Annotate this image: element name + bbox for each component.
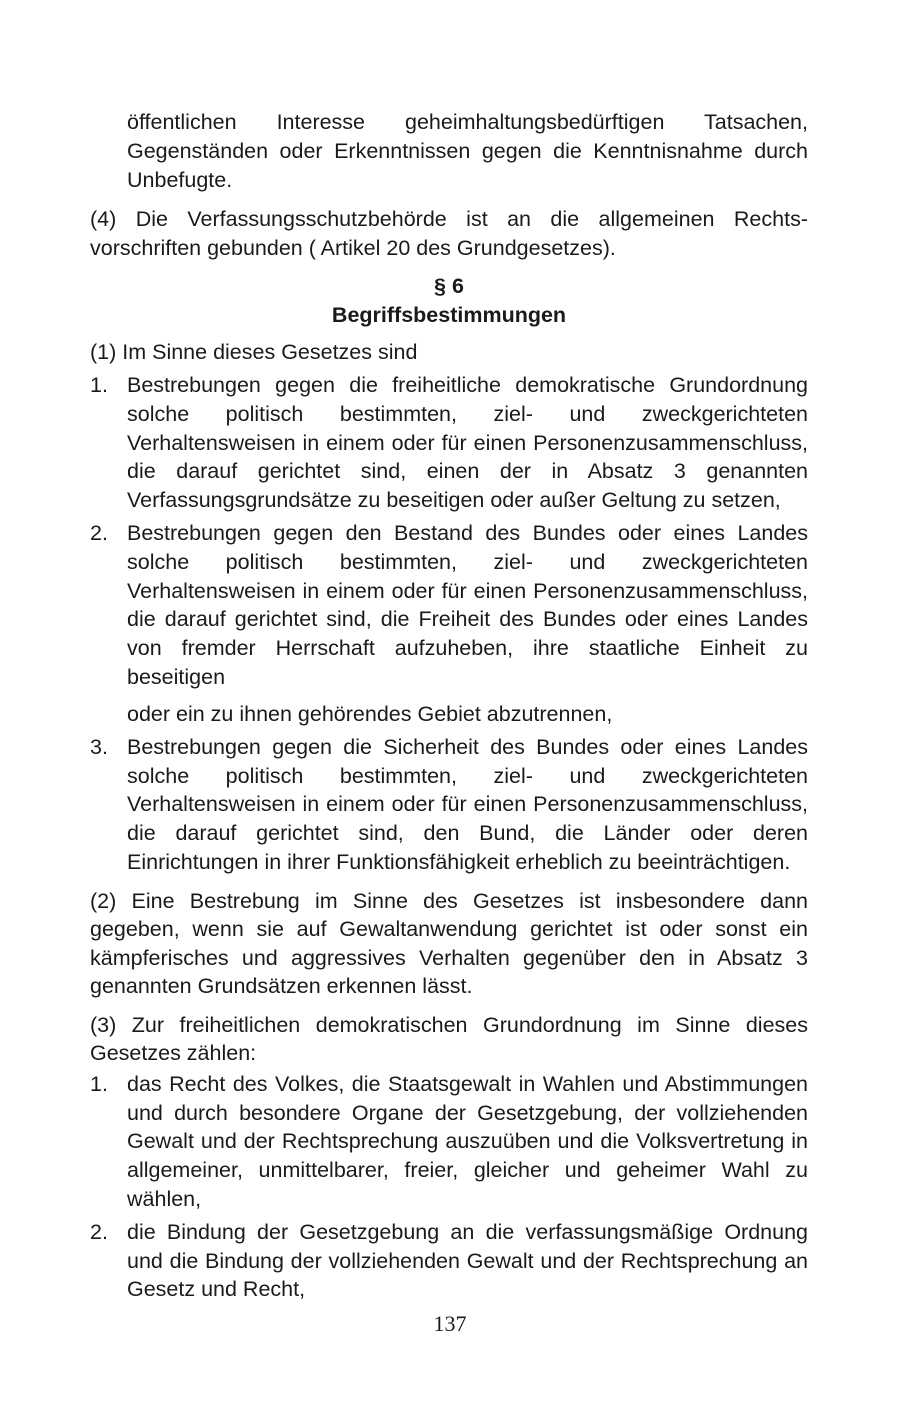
continuation-paragraph: öffentlichen Interesse geheimhaltungsbedürftigen Tatsachen, Gegenständen oder Erkenntnissen gegen die Kenntnisnahme durch Unbefugte. [127,110,808,192]
list-item-text: die Bindung der Gesetzgebung an die verfassungsmäßige Ordnung und die Bindung der vollziehenden Gewalt und der Rechtsprechung an Gesetz und Recht, [127,1219,808,1302]
section-title: Begriffsbestimmungen [331,303,567,327]
page-content [90,108,808,1304]
list-item-number: 3. [90,734,108,759]
paragraph-4: (4) Die Verfassungsschutzbehörde ist an die allgemeinen Rechtsvorschriften gebunden ( Artikel 20 des Grundgesetzes). [90,207,808,260]
list-item-number: 1. [90,1071,108,1096]
list-item [90,1218,808,1304]
list-item-text: Bestrebungen gegen den Bestand des Bundes oder eines Landes solche politisch bestimmten, ziel- und zweckgerichteten Verhaltensweisen in einem oder für einen Personenzusammenschluss, die darauf gerichtet sind, die Freiheit des Bundes oder eines Landes von fremder Herrschaft aufzuheben, ihre staatliche Einheit zu beseitigen [127,520,808,689]
section-number: § 6 [434,274,464,298]
list-item [90,519,808,692]
list-item [90,733,808,877]
abs3-intro: (3) Zur freiheitlichen demokratischen Grundordnung im Sinne dieses Gesetzes zählen: [90,1012,808,1066]
abs1-intro: (1) Im Sinne dieses Gesetzes sind [90,340,418,364]
list-item-text: das Recht des Volkes, die Staatsgewalt in Wahlen und Abstimmungen und durch besondere Organe der Gesetzgebung, der vollziehenden Gewalt und der Rechtsprechung auszuüben und die Volksvertretung in allgemeiner, unmittelbarer, freier, gleicher und geheimer Wahl zu wählen, [127,1071,808,1211]
list-item-number: 2. [90,1219,108,1244]
list-item-continuation: oder ein zu ihnen gehörendes Gebiet abzutrennen, [127,701,613,726]
list-item-number: 1. [90,373,108,397]
list-item-text: Bestrebungen gegen die Sicherheit des Bundes oder eines Landes solche politisch bestimmten, ziel- und zweckgerichteten Verhaltensweisen in einem oder für einen Personenzusammenschluss, die darauf gerichtet sind, den Bund, die Länder oder deren Einrichtungen in ihrer Funktionsfähigkeit erheblich zu beeinträchtigen. [127,734,808,874]
list-item [90,1070,808,1214]
list-item [90,371,808,515]
list-item-text: Bestrebungen gegen die freiheitliche demokratische Grundordnung solche politisch bestimmten, ziel- und zweckgerichteten Verhaltensweisen in einem oder für einen Personenzusammenschluss, die darauf gerichtet sind, einen der in Absatz 3 genannten Verfassungsgrundsätze zu beseitigen oder außer Geltung zu setzen, [127,373,808,513]
page-number: 137 [433,1311,467,1336]
list-item-number: 2. [90,520,108,545]
paragraph-2: (2) Eine Bestrebung im Sinne des Gesetzes ist insbesondere dann gegeben, wenn sie auf Gewaltanwendung gerichtet ist oder sonst ein kämpferisches und aggressives Verhalten gegenüber den in Absatz 3 genannten Grundsätzen erkennen lässt. [90,888,808,999]
section-heading [90,272,808,330]
